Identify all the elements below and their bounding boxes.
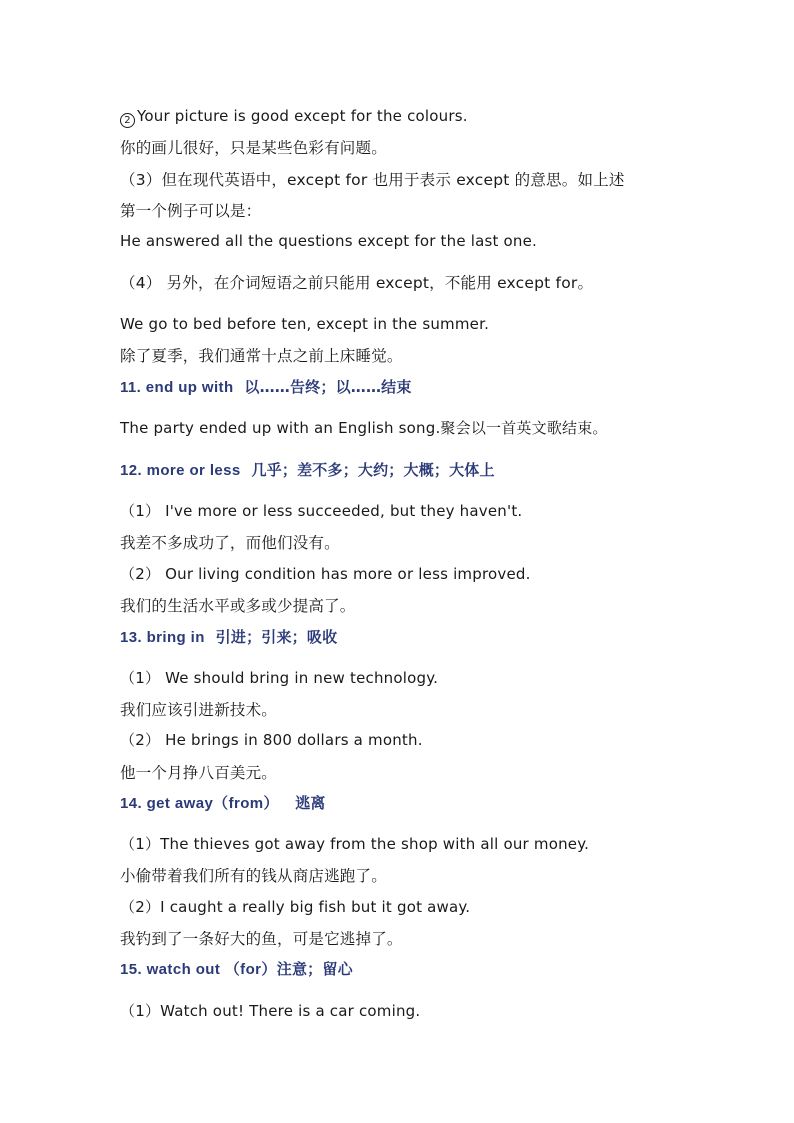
translation-line: 除了夏季，我们通常十点之前上床睡觉。	[120, 347, 403, 365]
phrase-heading: 13. bring in 引进；引来；吸收	[120, 628, 338, 646]
translation-line: 我们的生活水平或多或少提高了。	[120, 597, 356, 615]
example-line: （2） Our living condition has more or less improved.	[120, 565, 531, 583]
phrase-heading: 14. get away（from） 逃离	[120, 794, 326, 812]
explanation-line: （3）但在现代英语中，except for 也用于表示 except 的意思。如上述	[120, 171, 625, 189]
translation-line: 我们应该引进新技术。	[120, 701, 278, 719]
phrase-heading: 12. more or less 几乎；差不多；大约；大概；大体上	[120, 461, 495, 479]
translation-line: 我差不多成功了，而他们没有。	[120, 534, 340, 552]
example-line: （1）The thieves got away from the shop with all our money.	[120, 835, 590, 853]
example-line: 2 Your picture is good except for the colours.	[120, 106, 468, 128]
explanation-line: （4） 另外，在介词短语之前只能用 except，不能用 except for。	[120, 274, 594, 292]
example-line: We go to bed before ten, except in the summer.	[120, 315, 490, 333]
example-line: （2）I caught a really big fish but it got away.	[120, 898, 471, 916]
translation-line: 他一个月挣八百美元。	[120, 764, 278, 782]
phrase-heading: 11. end up with 以……告终；以……结束	[120, 378, 412, 396]
example-line: （1） I've more or less succeeded, but they haven't.	[120, 502, 523, 520]
example-line: The party ended up with an English song.聚会以一首英文歌结束。	[120, 419, 608, 437]
phrase-heading: 15. watch out （for）注意；留心	[120, 960, 353, 978]
translation-line: 我钓到了一条好大的鱼，可是它逃掉了。	[120, 930, 403, 948]
circled-number-marker: 2	[120, 113, 135, 128]
example-line: He answered all the questions except for the last one.	[120, 232, 538, 250]
explanation-line: 第一个例子可以是：	[120, 202, 262, 220]
translation-line: 你的画儿很好，只是某些色彩有问题。	[120, 139, 387, 157]
example-line: （1） We should bring in new technology.	[120, 669, 439, 687]
example-line: （1）Watch out! There is a car coming.	[120, 1002, 421, 1020]
example-line: （2） He brings in 800 dollars a month.	[120, 731, 423, 749]
translation-line: 小偷带着我们所有的钱从商店逃跑了。	[120, 867, 387, 885]
